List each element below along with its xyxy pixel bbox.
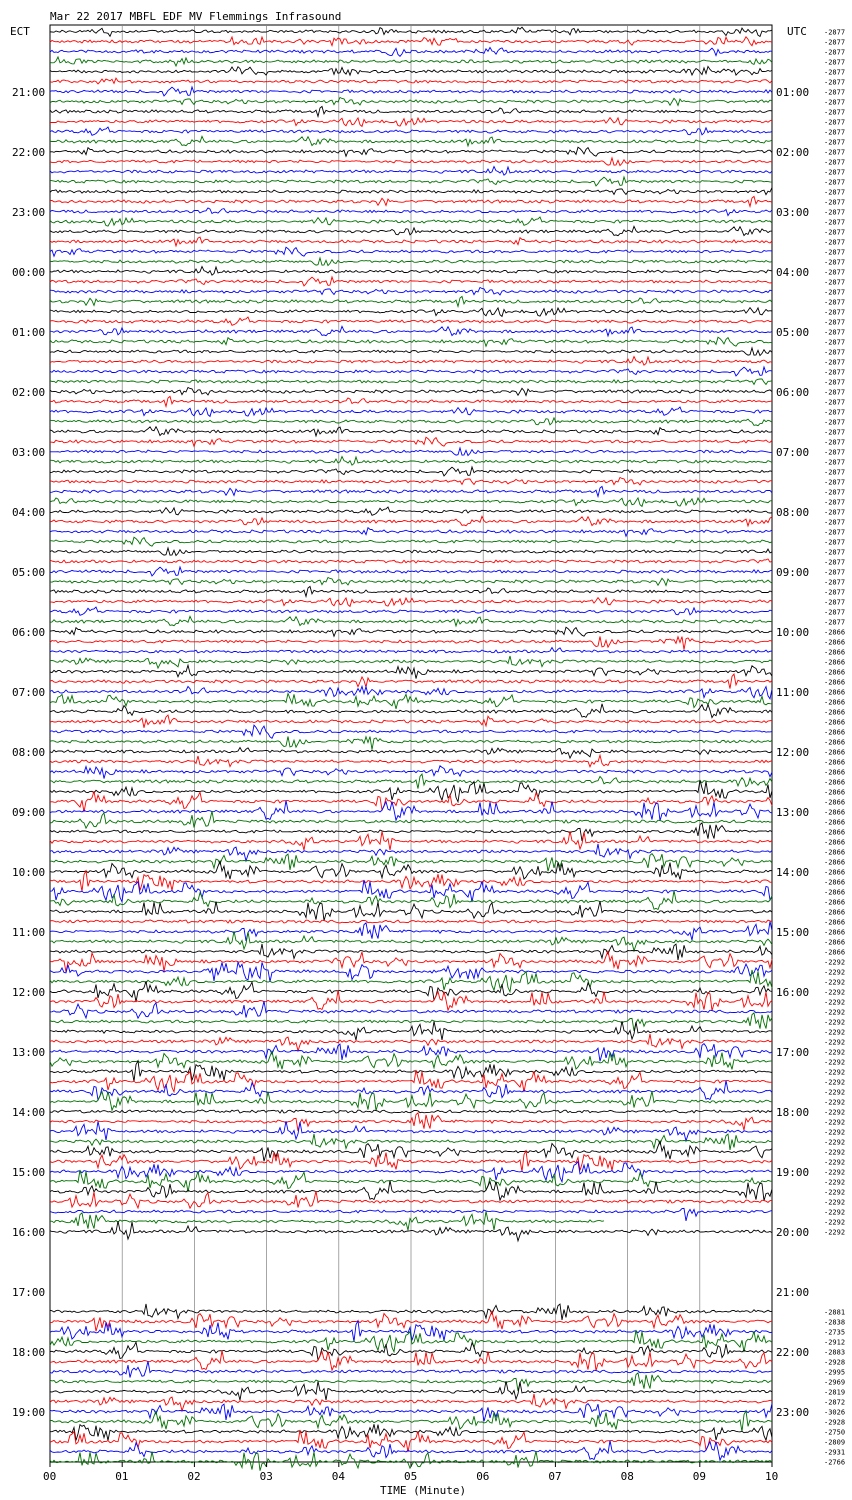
trace-offset-label: -2292 xyxy=(824,988,846,997)
right-hour-label: 06:00 xyxy=(776,386,810,399)
trace-offset-label: -2877 xyxy=(824,238,846,247)
trace-offset-label: -2866 xyxy=(824,848,846,857)
trace-offset-label: -2292 xyxy=(824,1098,846,1107)
trace-offset-label: -2838 xyxy=(824,1318,846,1327)
trace-offset-label: -2877 xyxy=(824,128,846,137)
x-tick-label: 01 xyxy=(115,1470,129,1483)
trace-offset-label: -2866 xyxy=(824,698,846,707)
trace-offset-label: -2292 xyxy=(824,968,846,977)
trace-offset-label: -2877 xyxy=(824,458,846,467)
trace-offset-label: -2292 xyxy=(824,1108,846,1117)
left-hour-label: 21:00 xyxy=(12,86,46,99)
trace-offset-label: -2292 xyxy=(824,1028,846,1037)
trace-offset-label: -2866 xyxy=(824,858,846,867)
trace-offset-label: -2877 xyxy=(824,258,846,267)
trace-offset-label: -2877 xyxy=(824,358,846,367)
trace-offset-label: -3026 xyxy=(824,1408,846,1417)
right-hour-label: 11:00 xyxy=(776,686,810,699)
x-tick-label: 10 xyxy=(765,1470,779,1483)
left-hour-label: 10:00 xyxy=(12,866,46,879)
trace-offset-label: -2877 xyxy=(824,318,846,327)
trace-offset-label: -2866 xyxy=(824,828,846,837)
trace-offset-label: -2866 xyxy=(824,648,846,657)
trace-offset-label: -2872 xyxy=(824,1398,846,1407)
trace-offset-label: -2866 xyxy=(824,758,846,767)
x-tick-label: 05 xyxy=(404,1470,418,1483)
x-axis-label: TIME (Minute) xyxy=(380,1484,467,1497)
left-hour-label: 12:00 xyxy=(12,986,46,999)
trace-offset-label: -2877 xyxy=(824,48,846,57)
trace-offset-label: -2292 xyxy=(824,1038,846,1047)
chart-title: Mar 22 2017 MBFL EDF MV Flemmings Infrasound xyxy=(50,10,342,23)
trace-offset-label: -2292 xyxy=(824,1178,846,1187)
trace-offset-label: -2292 xyxy=(824,1168,846,1177)
trace-offset-label: -2877 xyxy=(824,468,846,477)
x-axis-ticks xyxy=(43,1462,778,1483)
right-hour-label: 18:00 xyxy=(776,1106,810,1119)
trace-offset-label: -2866 xyxy=(824,768,846,777)
trace-offset-label: -2877 xyxy=(824,118,846,127)
left-hour-label: 19:00 xyxy=(12,1406,46,1419)
trace-offset-label: -2877 xyxy=(824,218,846,227)
right-hour-label: 23:00 xyxy=(776,1406,810,1419)
trace-offset-label: -2866 xyxy=(824,788,846,797)
trace-offset-label: -2866 xyxy=(824,928,846,937)
trace-offset-label: -2292 xyxy=(824,1118,846,1127)
trace-offset-label: -2866 xyxy=(824,658,846,667)
trace-offset-label: -2735 xyxy=(824,1328,846,1337)
trace-offset-label: -2292 xyxy=(824,998,846,1007)
right-hour-label: 01:00 xyxy=(776,86,810,99)
right-hour-label: 04:00 xyxy=(776,266,810,279)
trace-offset-label: -2866 xyxy=(824,718,846,727)
trace-offset-label: -2866 xyxy=(824,838,846,847)
trace-offset-label: -2877 xyxy=(824,398,846,407)
trace-offset-label: -2292 xyxy=(824,1078,846,1087)
trace-offset-label: -2877 xyxy=(824,158,846,167)
left-hour-label: 11:00 xyxy=(12,926,46,939)
right-hour-label: 07:00 xyxy=(776,446,810,459)
trace-offset-label: -2877 xyxy=(824,448,846,457)
trace-offset-label: -2877 xyxy=(824,578,846,587)
right-hour-label: 20:00 xyxy=(776,1226,810,1239)
trace-offset-label: -2877 xyxy=(824,138,846,147)
trace-offset-label: -2877 xyxy=(824,588,846,597)
right-timezone-label: UTC xyxy=(787,25,807,38)
trace-offset-label: -2877 xyxy=(824,508,846,517)
trace-offset-label: -2877 xyxy=(824,338,846,347)
trace-offset-label: -2877 xyxy=(824,438,846,447)
trace-offset-label: -2877 xyxy=(824,198,846,207)
trace-offset-label: -2995 xyxy=(824,1368,846,1377)
trace-offset-label: -2292 xyxy=(824,978,846,987)
left-hour-label: 14:00 xyxy=(12,1106,46,1119)
trace-offset-label: -2877 xyxy=(824,68,846,77)
right-hour-label: 14:00 xyxy=(776,866,810,879)
trace-offset-label: -2877 xyxy=(824,248,846,257)
trace-offset-label: -2866 xyxy=(824,668,846,677)
trace-offset-label: -2766 xyxy=(824,1458,846,1467)
right-hour-label: 10:00 xyxy=(776,626,810,639)
right-hour-label: 13:00 xyxy=(776,806,810,819)
left-hour-label: 23:00 xyxy=(12,206,46,219)
trace-offset-label: -2877 xyxy=(824,88,846,97)
trace-offset-label: -2292 xyxy=(824,1148,846,1157)
trace-offset-label: -2928 xyxy=(824,1418,846,1427)
trace-offset-label: -2877 xyxy=(824,108,846,117)
left-hour-label: 17:00 xyxy=(12,1286,46,1299)
right-hour-label: 16:00 xyxy=(776,986,810,999)
left-hour-label: 04:00 xyxy=(12,506,46,519)
x-tick-label: 03 xyxy=(259,1470,273,1483)
x-tick-label: 04 xyxy=(331,1470,346,1483)
trace-offset-label: -2877 xyxy=(824,478,846,487)
left-hour-labels xyxy=(12,86,45,1419)
trace-offset-label: -2877 xyxy=(824,278,846,287)
trace-offset-label: -2866 xyxy=(824,818,846,827)
trace-offset-label: -2866 xyxy=(824,688,846,697)
trace-offset-label: -2883 xyxy=(824,1348,846,1357)
trace-offset-label: -2877 xyxy=(824,378,846,387)
left-hour-label: 08:00 xyxy=(12,746,46,759)
trace-offset-label: -2866 xyxy=(824,888,846,897)
trace-offset-label: -2881 xyxy=(824,1308,846,1317)
trace-offset-label: -2292 xyxy=(824,1208,846,1217)
trace-offset-label: -2877 xyxy=(824,608,846,617)
trace-offset-label: -2866 xyxy=(824,808,846,817)
right-hour-label: 02:00 xyxy=(776,146,810,159)
trace-offset-label: -2877 xyxy=(824,368,846,377)
left-hour-label: 09:00 xyxy=(12,806,46,819)
trace-offset-label: -2866 xyxy=(824,918,846,927)
trace-offset-label: -2877 xyxy=(824,268,846,277)
trace-offset-label: -2866 xyxy=(824,748,846,757)
trace-offset-label: -2866 xyxy=(824,678,846,687)
left-hour-label: 00:00 xyxy=(12,266,46,279)
trace-offset-label: -2292 xyxy=(824,958,846,967)
left-hour-label: 05:00 xyxy=(12,566,46,579)
trace-offset-label: -2928 xyxy=(824,1358,846,1367)
left-hour-label: 07:00 xyxy=(12,686,46,699)
trace-offset-label: -2877 xyxy=(824,78,846,87)
trace-offset-label: -2877 xyxy=(824,548,846,557)
trace-offset-label: -2877 xyxy=(824,558,846,567)
trace-offset-label: -2866 xyxy=(824,738,846,747)
trace-offset-label: -2866 xyxy=(824,728,846,737)
trace-offset-label: -2750 xyxy=(824,1428,846,1437)
trace-offset-label: -2866 xyxy=(824,938,846,947)
trace-offset-labels xyxy=(824,29,845,1467)
right-hour-label: 19:00 xyxy=(776,1166,810,1179)
trace-offset-label: -2866 xyxy=(824,628,846,637)
trace-offset-label: -2866 xyxy=(824,908,846,917)
right-hour-label: 09:00 xyxy=(776,566,810,579)
right-hour-label: 22:00 xyxy=(776,1346,810,1359)
left-hour-label: 22:00 xyxy=(12,146,46,159)
trace-offset-label: -2877 xyxy=(824,598,846,607)
trace-offset-label: -2866 xyxy=(824,638,846,647)
trace-offset-label: -2877 xyxy=(824,428,846,437)
left-hour-label: 15:00 xyxy=(12,1166,46,1179)
trace-offset-label: -2877 xyxy=(824,168,846,177)
x-tick-label: 00 xyxy=(43,1470,57,1483)
trace-offset-label: -2877 xyxy=(824,518,846,527)
right-hour-label: 03:00 xyxy=(776,206,810,219)
right-hour-labels xyxy=(776,86,809,1419)
right-hour-label: 05:00 xyxy=(776,326,810,339)
trace-offset-label: -2292 xyxy=(824,1008,846,1017)
trace-offset-label: -2877 xyxy=(824,38,846,47)
right-hour-label: 17:00 xyxy=(776,1046,810,1059)
right-hour-label: 12:00 xyxy=(776,746,810,759)
left-hour-label: 18:00 xyxy=(12,1346,46,1359)
trace-offset-label: -2877 xyxy=(824,618,846,627)
left-hour-label: 13:00 xyxy=(12,1046,46,1059)
trace-offset-label: -2866 xyxy=(824,798,846,807)
trace-offset-label: -2292 xyxy=(824,1158,846,1167)
trace-offset-label: -2292 xyxy=(824,1218,846,1227)
trace-offset-label: -2877 xyxy=(824,538,846,547)
trace-offset-label: -2292 xyxy=(824,1058,846,1067)
trace-offset-label: -2866 xyxy=(824,878,846,887)
trace-offset-label: -2877 xyxy=(824,568,846,577)
trace-offset-label: -2292 xyxy=(824,1068,846,1077)
trace-offset-label: -2819 xyxy=(824,1388,846,1397)
trace-offset-label: -2292 xyxy=(824,1048,846,1057)
trace-offset-label: -2877 xyxy=(824,298,846,307)
trace-offset-label: -2931 xyxy=(824,1448,846,1457)
trace-offset-label: -2877 xyxy=(824,328,846,337)
x-tick-label: 02 xyxy=(187,1470,201,1483)
trace-offset-label: -2292 xyxy=(824,1188,846,1197)
trace-offset-label: -2912 xyxy=(824,1338,846,1347)
x-tick-label: 07 xyxy=(548,1470,562,1483)
trace-offset-label: -2866 xyxy=(824,898,846,907)
trace-offset-label: -2292 xyxy=(824,1128,846,1137)
left-timezone-label: ECT xyxy=(10,25,30,38)
trace-offset-label: -2292 xyxy=(824,1088,846,1097)
trace-offset-label: -2969 xyxy=(824,1378,846,1387)
trace-offset-label: -2877 xyxy=(824,408,846,417)
left-hour-label: 01:00 xyxy=(12,326,46,339)
right-hour-label: 21:00 xyxy=(776,1286,810,1299)
left-hour-label: 06:00 xyxy=(12,626,46,639)
trace-offset-label: -2877 xyxy=(824,288,846,297)
x-tick-label: 08 xyxy=(620,1470,634,1483)
trace-offset-label: -2866 xyxy=(824,868,846,877)
right-hour-label: 15:00 xyxy=(776,926,810,939)
trace-offset-label: -2809 xyxy=(824,1438,846,1447)
trace-offset-label: -2877 xyxy=(824,148,846,157)
trace-offset-label: -2866 xyxy=(824,948,846,957)
trace-offset-label: -2877 xyxy=(824,208,846,217)
left-hour-label: 02:00 xyxy=(12,386,46,399)
trace-offset-label: -2292 xyxy=(824,1018,846,1027)
trace-offset-label: -2877 xyxy=(824,418,846,427)
trace-offset-label: -2877 xyxy=(824,98,846,107)
trace-offset-label: -2292 xyxy=(824,1228,846,1237)
trace-offset-label: -2877 xyxy=(824,188,846,197)
trace-offset-label: -2866 xyxy=(824,778,846,787)
trace-offset-label: -2292 xyxy=(824,1138,846,1147)
trace-offset-label: -2877 xyxy=(824,228,846,237)
trace-offset-label: -2877 xyxy=(824,528,846,537)
left-hour-label: 16:00 xyxy=(12,1226,46,1239)
trace-offset-label: -2866 xyxy=(824,708,846,717)
x-tick-label: 06 xyxy=(476,1470,490,1483)
trace-offset-label: -2877 xyxy=(824,308,846,317)
trace-offset-label: -2292 xyxy=(824,1198,846,1207)
trace-offset-label: -2877 xyxy=(824,488,846,497)
trace-offset-label: -2877 xyxy=(824,28,846,37)
trace-offset-label: -2877 xyxy=(824,178,846,187)
left-hour-label: 03:00 xyxy=(12,446,46,459)
right-hour-label: 08:00 xyxy=(776,506,810,519)
x-tick-label: 09 xyxy=(692,1470,707,1483)
trace-offset-label: -2877 xyxy=(824,498,846,507)
trace-offset-label: -2877 xyxy=(824,348,846,357)
trace-offset-label: -2877 xyxy=(824,58,846,67)
trace-offset-label: -2877 xyxy=(824,388,846,397)
